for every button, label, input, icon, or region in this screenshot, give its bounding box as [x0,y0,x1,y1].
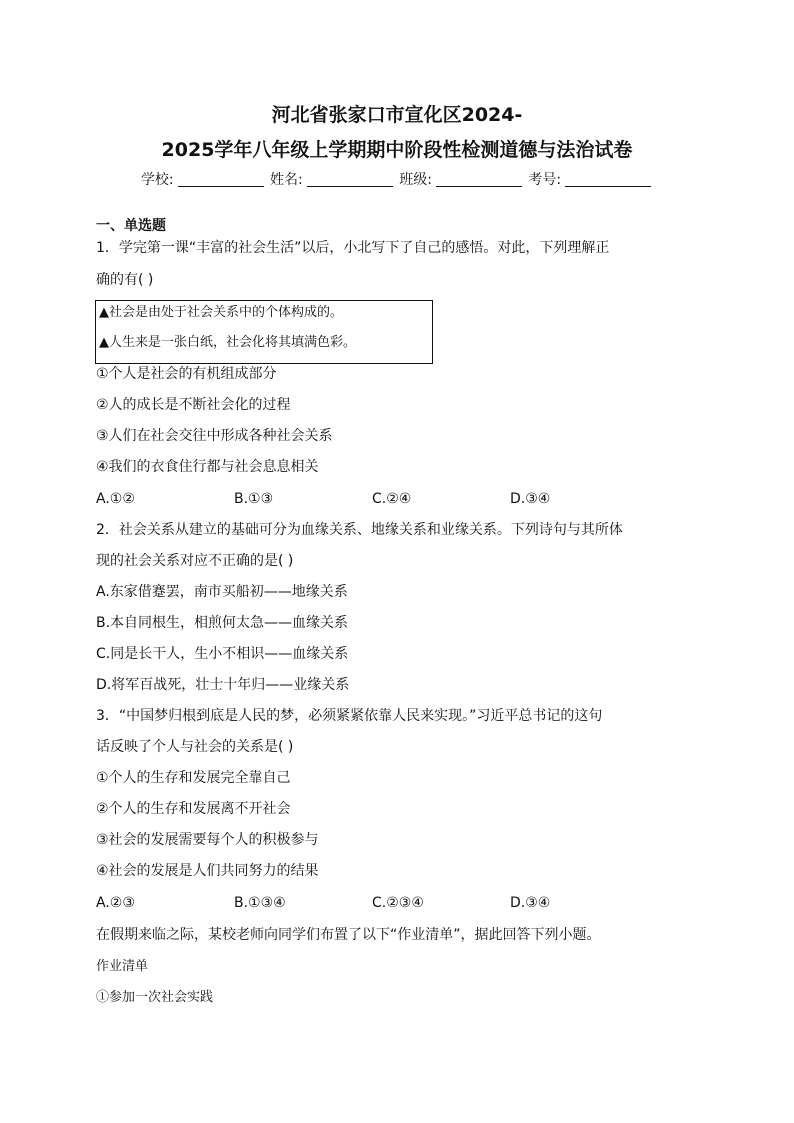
q3-item-1: ①个人的生存和发展完全靠自己 [96,770,291,786]
homework-list-title: 作业清单 [96,959,149,974]
q2-option-c[interactable]: C.同是长干人，生小不相识——血缘关系 [96,646,349,662]
name-blank[interactable] [307,172,393,187]
q2-stem-line2: 现的社会关系对应不正确的是( ) [96,553,294,569]
q1-box-line2: ▲人生来是一张白纸，社会化将其填满色彩。 [99,335,356,350]
q1-quote-box [95,300,433,364]
exam-number-label: 考号: [528,172,562,188]
group-intro: 在假期来临之际，某校老师向同学们布置了以下“作业清单”，据此回答下列小题。 [96,927,601,943]
q3-stem-line2: 话反映了个人与社会的关系是( ) [96,739,294,755]
q1-item-2: ②人的成长是不断社会化的过程 [96,397,291,413]
q2-stem-line1: 2．社会关系从建立的基础可分为血缘关系、地缘关系和业缘关系。下列诗句与其所体 [96,522,623,538]
q1-stem-line1: 1．学完第一课“丰富的社会生活”以后，小北写下了自己的感悟。对此，下列理解正 [96,240,610,256]
q1-item-3: ③人们在社会交往中形成各种社会关系 [96,428,333,444]
class-blank[interactable] [436,172,522,187]
q2-option-b[interactable]: B.本自同根生，相煎何太急——血缘关系 [96,615,349,631]
q3-item-2: ②个人的生存和发展离不开社会 [96,801,291,817]
student-info-line [0,170,794,190]
q1-box-line1: ▲社会是由处于社会关系中的个体构成的。 [99,305,343,320]
q3-stem-line1: 3．“中国梦归根到底是人民的梦，必须紧紧依靠人民来实现。”习近平总书记的这句 [96,708,603,724]
q1-item-4: ④我们的衣食住行都与社会息息相关 [96,459,319,475]
name-label: 姓名: [270,172,303,188]
exam-title-line1: 河北省张家口市宣化区2024- [271,104,523,126]
q1-option-b[interactable]: B.①③ [234,491,274,507]
school-blank[interactable] [178,172,264,187]
q3-option-c[interactable]: C.②③④ [372,895,424,911]
section-heading: 一、单选题 [96,218,166,234]
q1-option-c[interactable]: C.②④ [372,491,412,507]
q3-option-d[interactable]: D.③④ [510,895,551,911]
exam-title-line2: 2025学年八年级上学期期中阶段性检测道德与法治试卷 [161,139,633,161]
q3-option-b[interactable]: B.①③④ [234,895,286,911]
q3-item-3: ③社会的发展需要每个人的积极参与 [96,832,319,848]
q2-option-d[interactable]: D.将军百战死，壮士十年归——业缘关系 [96,677,350,693]
exam-number-blank[interactable] [565,172,651,187]
q1-stem-line2: 确的有( ) [96,272,154,288]
q3-option-a[interactable]: A.②③ [96,895,135,911]
q3-item-4: ④社会的发展是人们共同努力的结果 [96,863,319,879]
school-label: 学校: [140,172,174,188]
q2-option-a[interactable]: A.东家借蹇罢，南市买船初——地缘关系 [96,584,348,600]
q1-item-1: ①个人是社会的有机组成部分 [96,366,277,382]
homework-list-item-1: ①参加一次社会实践 [96,990,214,1005]
q1-option-d[interactable]: D.③④ [510,491,551,507]
q1-option-a[interactable]: A.①② [96,491,135,507]
class-label: 班级: [399,172,432,188]
